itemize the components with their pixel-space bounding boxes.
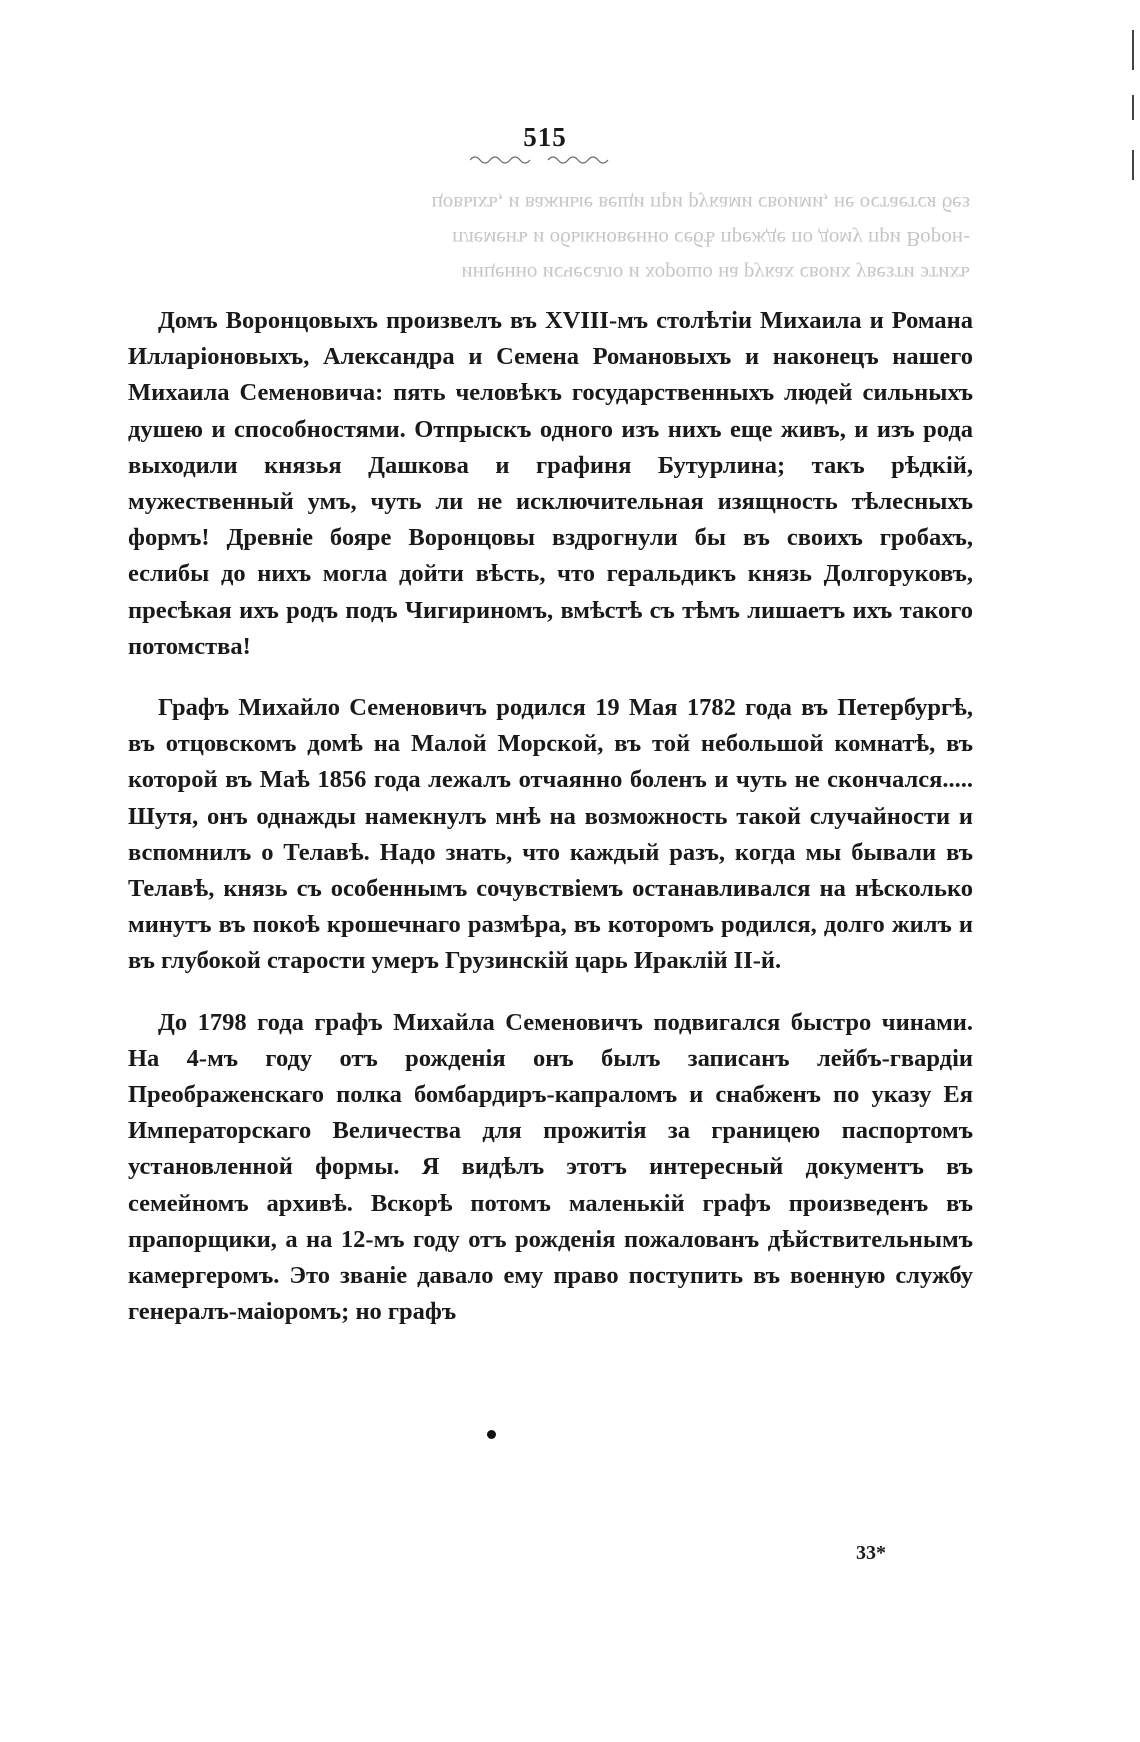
body-text: [128, 303, 973, 1330]
edge-mark: [1132, 30, 1134, 70]
bleed-line: инценно исчесало и хорошо на руках своих увезти этихъ: [461, 262, 970, 286]
edge-mark: [1132, 150, 1134, 180]
paragraph-birth: Графъ Михайло Семеновичъ родился 19 Мая 1782 года въ Петербургѣ, въ отцовскомъ домѣ на Малой Морской, въ той небольшой комнатѣ, въ которой въ Маѣ 1856 года лежалъ отчаянно боленъ и чуть не скончался..... Шутя, онъ однажды намекнулъ мнѣ на возможность такой случайности и вспомнилъ о Телавѣ. Надо знать, что каждый разъ, когда мы бывали въ Телавѣ, князь съ особеннымъ сочувствіемъ останавливался на нѣсколько минутъ въ покоѣ крошечнаго размѣра, въ которомъ родился, долго жилъ и въ глубокой старости умеръ Грузинскій царь Ираклій II-й.: [128, 694, 973, 975]
edge-mark: [1132, 95, 1134, 120]
page-number-ornament: [470, 154, 610, 164]
bleed-line: цовыхъ, и важные вещи при руками своими, не остается без: [431, 192, 970, 216]
bleed-line: племенъ и обыкновенно себѣ прежде по дому при Ворон-: [452, 227, 970, 251]
bleed-through-text: [120, 186, 970, 291]
page-number: 515: [523, 122, 567, 152]
paragraph-vorontsov-house: Домъ Воронцовыхъ произвелъ въ XVIII-мъ столѣтіи Михаила и Романа Илларіоновыхъ, Александра и Семена Романовыхъ и наконецъ нашего Михаила Семеновича: пять человѣкъ государственныхъ людей сильныхъ душею и способностями. Отпрыскъ одного изъ нихъ еще живъ, и изъ рода выходили князья Дашкова и графиня Бутурлина; такъ рѣдкій, мужественный умъ, чуть ли не исключительная изящность тѣлесныхъ формъ! Древніе бояре Воронцовы вздрогнули бы въ своихъ гробахъ, еслибы до нихъ могла дойти вѣсть, что геральдикъ князь Долгоруковъ, пресѣкая ихъ родъ подъ Чигириномъ, вмѣстѣ съ тѣмъ лишаетъ ихъ такого потомства!: [128, 307, 973, 660]
printer-signature: 33*: [856, 1542, 886, 1564]
paragraph-early-career: До 1798 года графъ Михайла Семеновичъ подвигался быстро чинами. На 4-мъ году отъ рожденія онъ былъ записанъ лейбъ-гвардіи Преображенскаго полка бомбардиръ-капраломъ и снабженъ по указу Ея Императорскаго Величества для прожитія за границею паспортомъ установленной формы. Я видѣлъ этотъ интересный документъ въ семейномъ архивѣ. Вскорѣ потомъ маленькій графъ произведенъ въ прапорщики, а на 12-мъ году отъ рожденія пожалованъ дѣйствительнымъ камергеромъ. Это званіе давало ему право поступить въ военную службу генералъ-маіоромъ; но графъ: [128, 1008, 973, 1326]
ink-dot: [487, 1430, 496, 1439]
